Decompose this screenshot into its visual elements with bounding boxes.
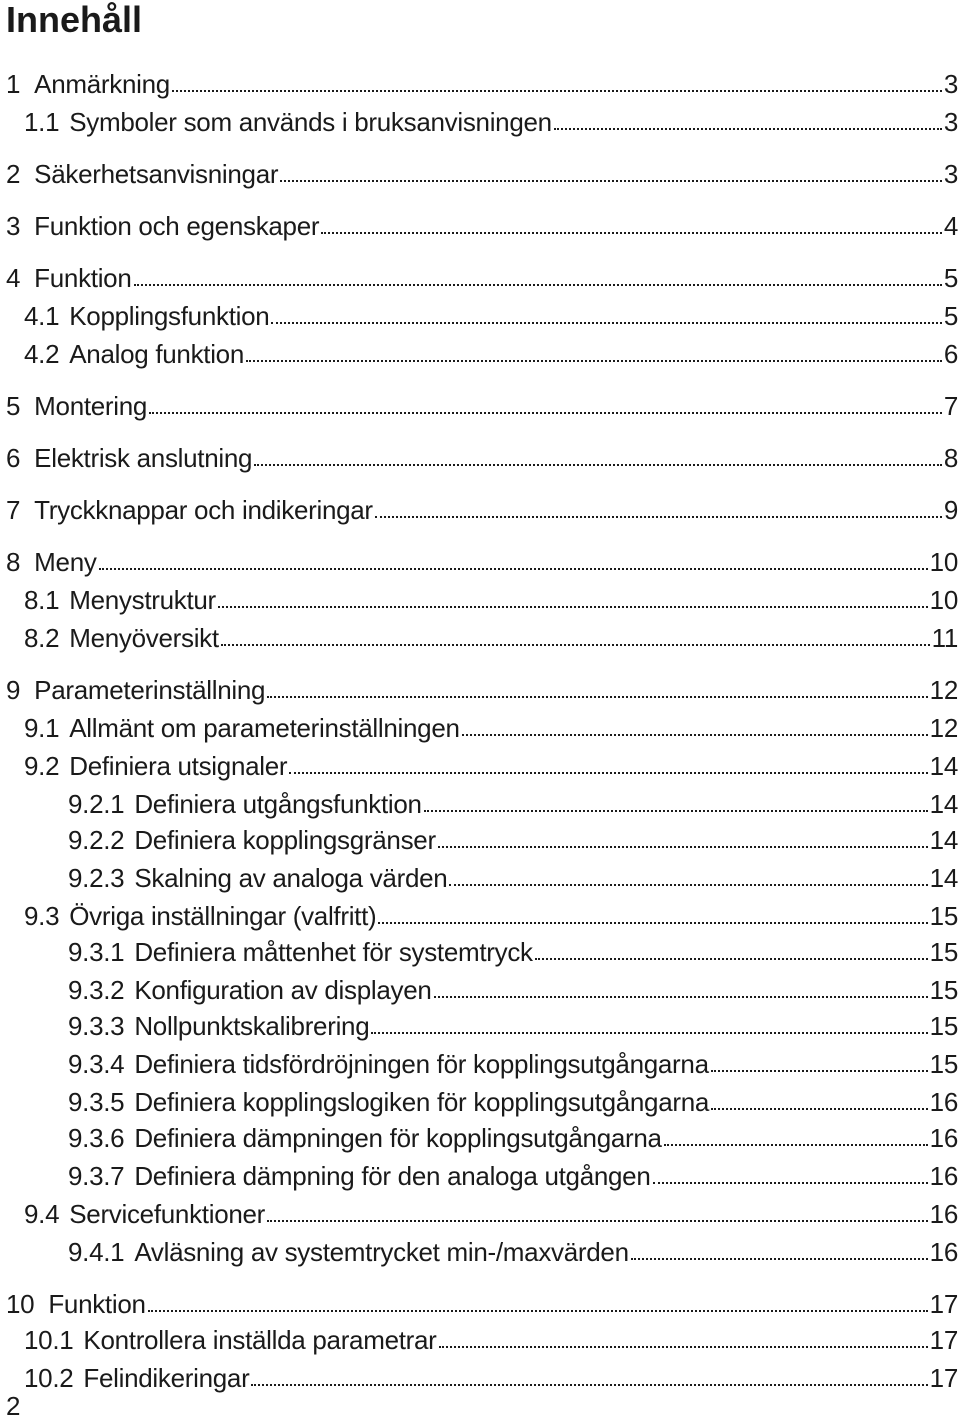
toc-entry-page: 17 [929, 1363, 958, 1393]
toc-entry-page: 16 [929, 1123, 958, 1153]
toc-entry-label: Menyöversikt [69, 623, 219, 653]
toc-entry-label: Avläsning av systemtrycket min-/maxvärden [134, 1237, 629, 1267]
toc-entry-page: 3 [943, 159, 958, 189]
dot-leader [378, 900, 927, 932]
page-title: Innehåll [6, 0, 143, 40]
toc-entry-number: 10 [6, 1289, 35, 1319]
toc-entry-number: 4 [6, 263, 21, 293]
toc-entry-label: Elektrisk anslutning [34, 443, 253, 473]
toc-entry[interactable] [0, 1288, 958, 1320]
toc-entry-label: Kontrollera inställda parametrar [83, 1325, 437, 1355]
toc-entry-label: Funktion [34, 263, 132, 293]
toc-entry-label: Funktion [48, 1289, 146, 1319]
toc-entry-page: 12 [929, 713, 958, 743]
dot-leader [149, 390, 942, 422]
toc-entry-label: Definiera tidsfördröjningen för kopplingsutgångarna [134, 1049, 709, 1079]
toc-entry-page: 12 [929, 675, 958, 705]
toc-entry-number: 9.3.5 [68, 1087, 125, 1117]
toc-entry-number: 9.2.3 [68, 863, 125, 893]
toc-entry-number: 9.4.1 [68, 1237, 125, 1267]
toc-entry-label: Definiera måttenhet för systemtryck [134, 937, 533, 967]
toc-entry-page: 11 [931, 623, 958, 653]
dot-leader [251, 1362, 927, 1394]
dot-leader [172, 68, 942, 100]
toc-entry-page: 16 [929, 1237, 958, 1267]
toc-entry-label: Kopplingsfunktion [69, 301, 270, 331]
toc-entry-number: 9.2.2 [68, 825, 125, 855]
dot-leader [148, 1288, 928, 1320]
toc-entry-page: 10 [929, 547, 958, 577]
toc-entry-number: 9.2.1 [68, 789, 125, 819]
toc-entry-number: 10.2 [24, 1363, 74, 1393]
dot-leader [434, 974, 928, 1006]
dot-leader [653, 1160, 928, 1192]
toc-entry-number: 9.3.3 [68, 1011, 125, 1041]
toc-entry-label: Funktion och egenskaper [34, 211, 320, 241]
toc-entry[interactable] [0, 936, 958, 968]
toc-entry-page: 16 [929, 1199, 958, 1229]
dot-leader [375, 494, 942, 526]
toc-entry[interactable] [0, 622, 958, 654]
toc-entry-page: 16 [929, 1087, 958, 1117]
toc-entry-label: Meny [34, 547, 97, 577]
toc-entry[interactable] [0, 584, 958, 616]
toc-entry-label: Tryckknappar och indikeringar [34, 495, 373, 525]
toc-entry-number: 9 [6, 675, 21, 705]
toc-entry-label: Definiera dämpningen för kopplingsutgångarna [134, 1123, 662, 1153]
toc-entry[interactable] [0, 546, 958, 578]
toc-entry-number: 9.4 [24, 1199, 60, 1229]
toc-entry-page: 6 [943, 339, 958, 369]
dot-leader [711, 1086, 928, 1118]
toc-entry-page: 14 [929, 789, 958, 819]
dot-leader [554, 106, 942, 138]
dot-leader [99, 546, 928, 578]
dot-leader [438, 824, 928, 856]
toc-entry[interactable] [0, 210, 958, 242]
dot-leader [280, 158, 942, 190]
toc-entry-page: 4 [943, 211, 958, 241]
toc-entry-label: Definiera dämpning för den analoga utgången [134, 1161, 651, 1191]
toc-entry-label: Allmänt om parameterinställningen [69, 713, 460, 743]
toc-entry-page: 7 [943, 391, 958, 421]
toc-entry-page: 15 [929, 937, 958, 967]
toc-entry-number: 9.1 [24, 713, 60, 743]
toc-entry-number: 9.3.6 [68, 1123, 125, 1153]
toc-entry-number: 9.2 [24, 751, 60, 781]
toc-entry-label: Servicefunktioner [69, 1199, 266, 1229]
toc-entry[interactable] [0, 974, 958, 1006]
toc-entry[interactable] [0, 1236, 958, 1268]
toc-entry-label: Skalning av analoga värden [134, 863, 448, 893]
toc-entry[interactable] [0, 300, 958, 332]
toc-entry-label: Definiera utgångsfunktion [134, 789, 422, 819]
toc-entry-label: Menystruktur [69, 585, 216, 615]
toc-entry-label: Konfiguration av displayen [134, 975, 432, 1005]
toc-entry-number: 9.3.2 [68, 975, 125, 1005]
toc-entry-label: Definiera kopplingslogiken för kopplingsutgångarna [134, 1087, 710, 1117]
toc-entry[interactable] [0, 1198, 958, 1230]
toc-entry-label: Symboler som används i bruksanvisningen [69, 107, 552, 137]
toc-entry[interactable] [0, 106, 958, 138]
toc-entry-page: 17 [929, 1289, 958, 1319]
toc-entry-label: Nollpunktskalibrering [134, 1011, 370, 1041]
toc-entry-label: Parameterinställning [34, 675, 266, 705]
toc-entry-number: 8.1 [24, 585, 60, 615]
dot-leader [462, 712, 928, 744]
toc-entry-number: 2 [6, 159, 21, 189]
toc-entry-number: 9.3.7 [68, 1161, 125, 1191]
dot-leader [289, 750, 927, 782]
toc-entry[interactable] [0, 158, 958, 190]
dot-leader [371, 1010, 927, 1042]
toc-entry-page: 15 [929, 1011, 958, 1041]
toc-entry-page: 15 [929, 901, 958, 931]
toc-entry[interactable] [0, 338, 958, 370]
dot-leader [271, 300, 941, 332]
toc-entry[interactable] [0, 674, 958, 706]
toc-entry[interactable] [0, 862, 958, 894]
toc-entry-number: 9.3 [24, 901, 60, 931]
toc-entry[interactable] [0, 442, 958, 474]
page-number: 2 [6, 1391, 21, 1421]
toc-entry-page: 15 [929, 975, 958, 1005]
toc-entry-label: Analog funktion [69, 339, 244, 369]
dot-leader [664, 1122, 928, 1154]
toc-entry-number: 9.3.1 [68, 937, 125, 967]
toc-entry[interactable] [0, 1010, 958, 1042]
dot-leader [267, 674, 927, 706]
toc-entry[interactable] [0, 788, 958, 820]
toc-entry[interactable] [0, 494, 958, 526]
toc-entry-label: Felindikeringar [83, 1363, 250, 1393]
toc-entry[interactable] [0, 390, 958, 422]
toc-entry-page: 14 [929, 863, 958, 893]
toc-entry[interactable] [0, 750, 958, 782]
toc-entry[interactable] [0, 1048, 958, 1080]
dot-leader [267, 1198, 928, 1230]
toc-entry-label: Definiera kopplingsgränser [134, 825, 436, 855]
toc-entry-number: 1 [6, 69, 21, 99]
toc-entry[interactable] [0, 1086, 958, 1118]
dot-leader [631, 1236, 928, 1268]
toc-entry-page: 16 [929, 1161, 958, 1191]
toc-entry-page: 5 [943, 263, 958, 293]
toc-entry-number: 10.1 [24, 1325, 74, 1355]
toc-entry-page: 5 [943, 301, 958, 331]
toc-entry[interactable] [0, 900, 958, 932]
toc-entry[interactable] [0, 1122, 958, 1154]
toc-entry-number: 4.1 [24, 301, 60, 331]
dot-leader [218, 584, 928, 616]
toc-entry-page: 3 [943, 69, 958, 99]
toc-entry[interactable] [0, 262, 958, 294]
dot-leader [134, 262, 942, 294]
toc-entry-label: Övriga inställningar (valfritt) [69, 901, 377, 931]
toc-entry-number: 8 [6, 547, 21, 577]
toc-entry[interactable] [0, 68, 958, 100]
toc-entry-page: 3 [943, 107, 958, 137]
toc-entry-number: 3 [6, 211, 21, 241]
toc-entry-number: 8.2 [24, 623, 60, 653]
toc-entry-page: 17 [929, 1325, 958, 1355]
toc-entry[interactable] [0, 712, 958, 744]
toc-entry-page: 14 [929, 825, 958, 855]
toc-entry-page: 15 [929, 1049, 958, 1079]
toc-entry[interactable] [0, 1362, 958, 1394]
dot-leader [254, 442, 942, 474]
toc-entry[interactable] [0, 824, 958, 856]
toc-entry-page: 9 [943, 495, 958, 525]
dot-leader [449, 862, 927, 894]
toc-entry[interactable] [0, 1324, 958, 1356]
dot-leader [221, 622, 930, 654]
toc-entry-label: Montering [34, 391, 148, 421]
dot-leader [321, 210, 942, 242]
dot-leader [535, 936, 928, 968]
toc-entry-page: 8 [943, 443, 958, 473]
dot-leader [424, 788, 928, 820]
toc-entry-number: 1.1 [24, 107, 60, 137]
toc-entry-page: 10 [929, 585, 958, 615]
dot-leader [711, 1048, 928, 1080]
toc-entry-label: Definiera utsignaler [69, 751, 288, 781]
toc-entry-number: 4.2 [24, 339, 60, 369]
dot-leader [439, 1324, 928, 1356]
toc-entry-number: 7 [6, 495, 21, 525]
toc-entry-number: 5 [6, 391, 21, 421]
toc-entry-number: 9.3.4 [68, 1049, 125, 1079]
toc-entry[interactable] [0, 1160, 958, 1192]
toc-entry-label: Anmärkning [34, 69, 170, 99]
toc-entry-page: 14 [929, 751, 958, 781]
dot-leader [246, 338, 942, 370]
toc-entry-label: Säkerhetsanvisningar [34, 159, 279, 189]
toc-entry-number: 6 [6, 443, 21, 473]
